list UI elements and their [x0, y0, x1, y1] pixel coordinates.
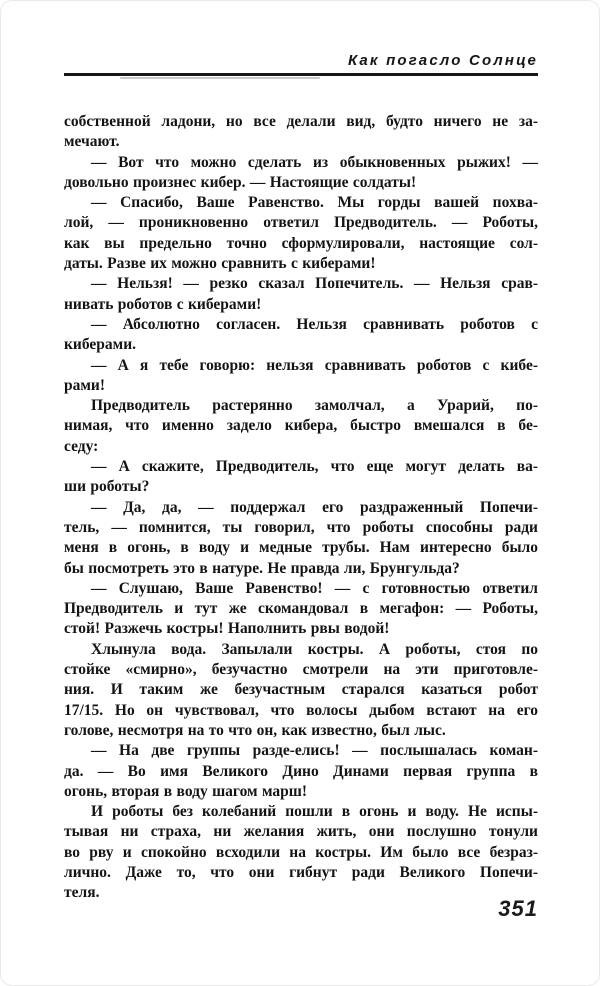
text-line: стойке «смирно», безучастно смотрели на эти приготовле-: [64, 661, 538, 679]
paragraph: [64, 274, 538, 315]
text-line: нимая, что именно задело кибера, быстро вмешался в бе-: [64, 417, 538, 435]
text-line: ния. И таким же безучастным старался казаться робот: [64, 681, 538, 699]
text-line: седу:: [64, 437, 99, 455]
page-body: [64, 112, 538, 904]
text-line: даты. Разве их можно сравнить с киберами!: [64, 255, 376, 273]
text-line: — Спасибо, Ваше Равенство. Мы горды вашей похва-: [91, 194, 538, 212]
text-line: огонь, вторая в воду шагом марш!: [64, 782, 308, 800]
paragraph: [64, 741, 538, 802]
text-line: голове, несмотря на то что он, как известно, был лыс.: [64, 721, 446, 739]
text-line: Хлынула вода. Запылали костры. А роботы, стоя по: [91, 640, 538, 658]
paragraph: [64, 112, 538, 153]
text-line: — Нельзя! — резко сказал Попечитель. — Нельзя срав-: [91, 275, 538, 293]
text-line: собственной ладони, но все делали вид, будто ничего не за-: [64, 113, 538, 130]
text-line: киберами.: [64, 336, 137, 354]
text-line: лично. Даже то, что они гибнут ради Великого Попечи-: [64, 863, 538, 881]
text-line: — Абсолютно согласен. Нельзя сравнивать роботов с: [91, 315, 538, 333]
text-line: бы посмотреть это в натуре. Не правда ли, Брунгульда?: [64, 559, 460, 577]
paragraph: [64, 579, 538, 640]
header-rule: [64, 73, 538, 76]
text-line: теля.: [64, 884, 100, 902]
text-line: да. — Во имя Великого Дино Динами первая группа в: [64, 762, 538, 780]
text-line: стой! Разжечь костры! Наполнить рвы водой!: [64, 620, 390, 638]
text-line: И роботы без колебаний пошли в огонь и воду. Не испы-: [91, 803, 538, 821]
text-line: — Слушаю, Ваше Равенство! — с готовностью ответил: [91, 579, 538, 597]
paragraph: [64, 356, 538, 397]
text-line: — Вот что можно сделать из обыкновенных рыжих! —: [91, 153, 538, 171]
paragraph: [64, 498, 538, 579]
text-line: — На две группы разде-елись! — послышалась коман-: [91, 742, 538, 760]
paragraph: [64, 153, 538, 194]
text-line: тывая ни страха, ни желания жить, они послушно тонули: [64, 823, 538, 841]
page-number: 351: [498, 896, 538, 921]
text-line: как вы предельно точно сформулировали, настоящие сол-: [64, 234, 538, 252]
text-line: рами!: [64, 376, 106, 394]
text-line: довольно произнес кибер. — Настоящие солдаты!: [64, 173, 417, 191]
running-title: Как погасло Солнце: [347, 52, 538, 69]
text-line: — Да, да, — поддержал его раздраженный Попечи-: [91, 498, 538, 516]
text-line: лой, — проникновенно ответил Предводитель. — Роботы,: [64, 214, 538, 232]
text-line: нивать роботов с киберами!: [64, 295, 262, 313]
paragraph: [64, 315, 538, 356]
paragraph: [64, 457, 538, 498]
text-line: ши роботы?: [64, 478, 150, 496]
paragraph: [64, 396, 538, 457]
text-line: тель, — помнится, ты говорил, что роботы способны ради: [64, 518, 538, 536]
text-line: Предводитель растерянно замолчал, а Урарий, по-: [91, 397, 538, 415]
text-line: мечают.: [64, 133, 120, 151]
text-line: во рву и спокойно всходили на костры. Им было все безраз-: [64, 843, 538, 861]
text-line: — А я тебе говорю: нельзя сравнивать роботов с кибе-: [91, 356, 538, 374]
text-line: 17/15. Но он чувствовал, что волосы дыбом встают на его: [64, 701, 538, 719]
paragraph: [64, 640, 538, 741]
text-line: Предводитель и тут же скомандовал в мегафон: — Роботы,: [64, 600, 538, 618]
paragraph: [64, 802, 538, 903]
header-rule-scan-smudge: [120, 77, 320, 79]
paragraph: [64, 193, 538, 274]
text-line: — А скажите, Предводитель, что еще могут делать ва-: [91, 458, 538, 476]
text-line: меня в огонь, в воду и медные трубы. Нам интересно было: [64, 539, 538, 557]
